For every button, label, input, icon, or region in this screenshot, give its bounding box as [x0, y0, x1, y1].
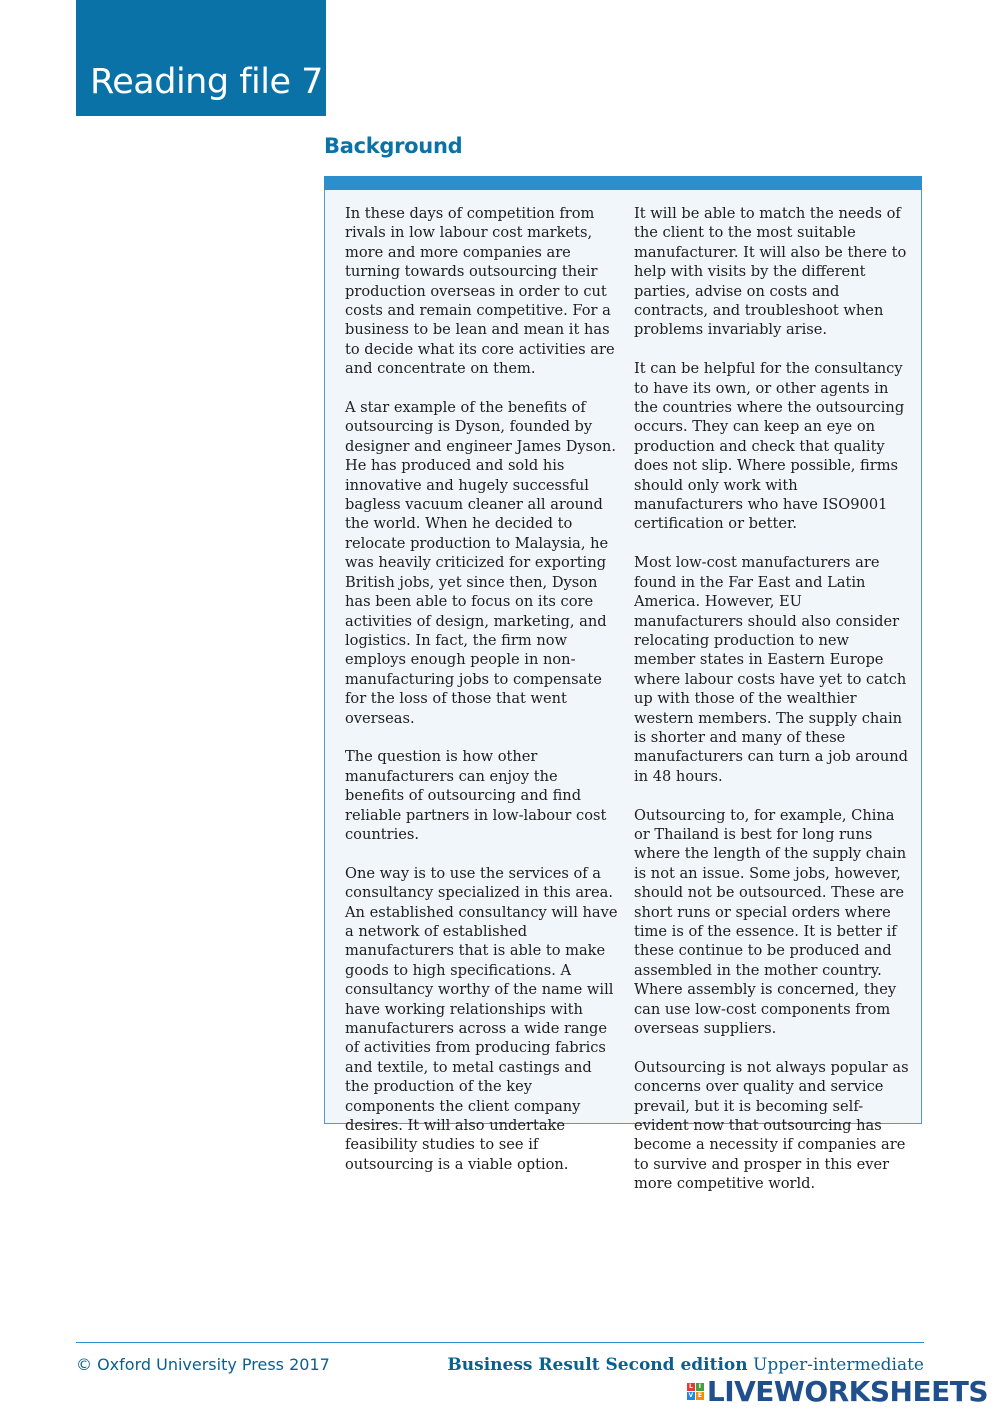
logo-text: LIVEWORKSHEETS	[706, 1374, 988, 1408]
title-block	[76, 0, 326, 116]
page-title: Reading file 7	[90, 62, 323, 102]
book-edition	[447, 1355, 924, 1375]
paragraph: It can be helpful for the consultancy to have its own, or other agents in the countries where the outsourcing occurs. They can keep an eye on production and check that quality does not slip. Where possible, firms should only work with manufacturers who have ISO9001 certification or better.	[634, 360, 905, 533]
section-heading: Background	[324, 134, 463, 158]
logo-letter: V	[688, 1391, 694, 1399]
paragraph: Most low-cost manufacturers are found in the Far East and Latin America. However, EU manufacturers should also consider relocating production to new member states in Eastern Europe where labour costs have yet to catch up with those of the wealthier western members. The supply chain is shorter and many of these manufacturers can turn a job around in 48 hours.	[634, 554, 909, 785]
paragraph: In these days of competition from rivals in low labour cost markets, more and more companies are turning towards outsourcing their production overseas in order to cut costs and remain competitive. For a business to be lean and mean it has to decide what its core activities are and concentrate on them.	[345, 205, 615, 378]
logo-letter: I	[696, 1383, 704, 1391]
logo-letter: E	[697, 1391, 702, 1399]
paragraph: A star example of the benefits of outsourcing is Dyson, founded by designer and engineer James Dyson. He has produced and sold his innovative and hugely successful bagless vacuum cleaner all around the world. When he decided to relocate production to Malaysia, he was heavily criticized for exporting British jobs, yet since then, Dyson has been able to focus on its core activities of design, marketing, and logistics. In fact, the firm now employs enough people in non-manufacturing jobs to compensate for the loss of those that went overseas.	[345, 399, 616, 727]
panel-top-bar	[324, 176, 922, 190]
right-column	[634, 204, 909, 1213]
left-column	[345, 204, 620, 1194]
book-title: Business Result Second edition	[447, 1355, 748, 1375]
paragraph: The question is how other manufacturers can enjoy the benefits of outsourcing and find reliable partners in low-labour cost countries.	[345, 748, 607, 843]
article-panel	[324, 176, 922, 1193]
paragraph: It will be able to match the needs of the client to the most suitable manufacturer. It will also be there to help with visits by the different parties, advise on costs and contracts, and troubleshoot when problems invariably arise.	[634, 205, 907, 339]
paragraph: One way is to use the services of a consultancy specialized in this area. An established consultancy will have a network of established manufacturers that is able to make goods to high specifications. A consultancy worthy of the name will have working relationships with manufacturers across a wide range of activities from producing fabrics and textile, to metal castings and the production of the key components the client company desires. It will also undertake feasibility studies to see if outsourcing is a viable option.	[345, 864, 618, 1173]
paragraph: Outsourcing is not always popular as concerns over quality and service prevail, but it is becoming self-evident now that outsourcing has become a necessity if companies are to survive and prosper in this ever more competitive world.	[634, 1058, 909, 1193]
liveworksheets-logo[interactable]	[687, 1376, 988, 1406]
paragraph: Outsourcing to, for example, China or Thailand is best for long runs where the length of the supply chain is not an issue. Some jobs, however, should not be outsourced. These are short runs or special orders where time is of the essence. It is better if these continue to be produced and assembled in the mother country. Where assembly is concerned, they can use low-cost components from overseas suppliers.	[634, 806, 907, 1038]
logo-letter: L	[687, 1383, 695, 1391]
logo-grid-icon	[687, 1383, 704, 1400]
footer-divider	[76, 1342, 924, 1343]
book-level: Upper-intermediate	[753, 1355, 924, 1375]
copyright: © Oxford University Press 2017	[76, 1355, 330, 1374]
